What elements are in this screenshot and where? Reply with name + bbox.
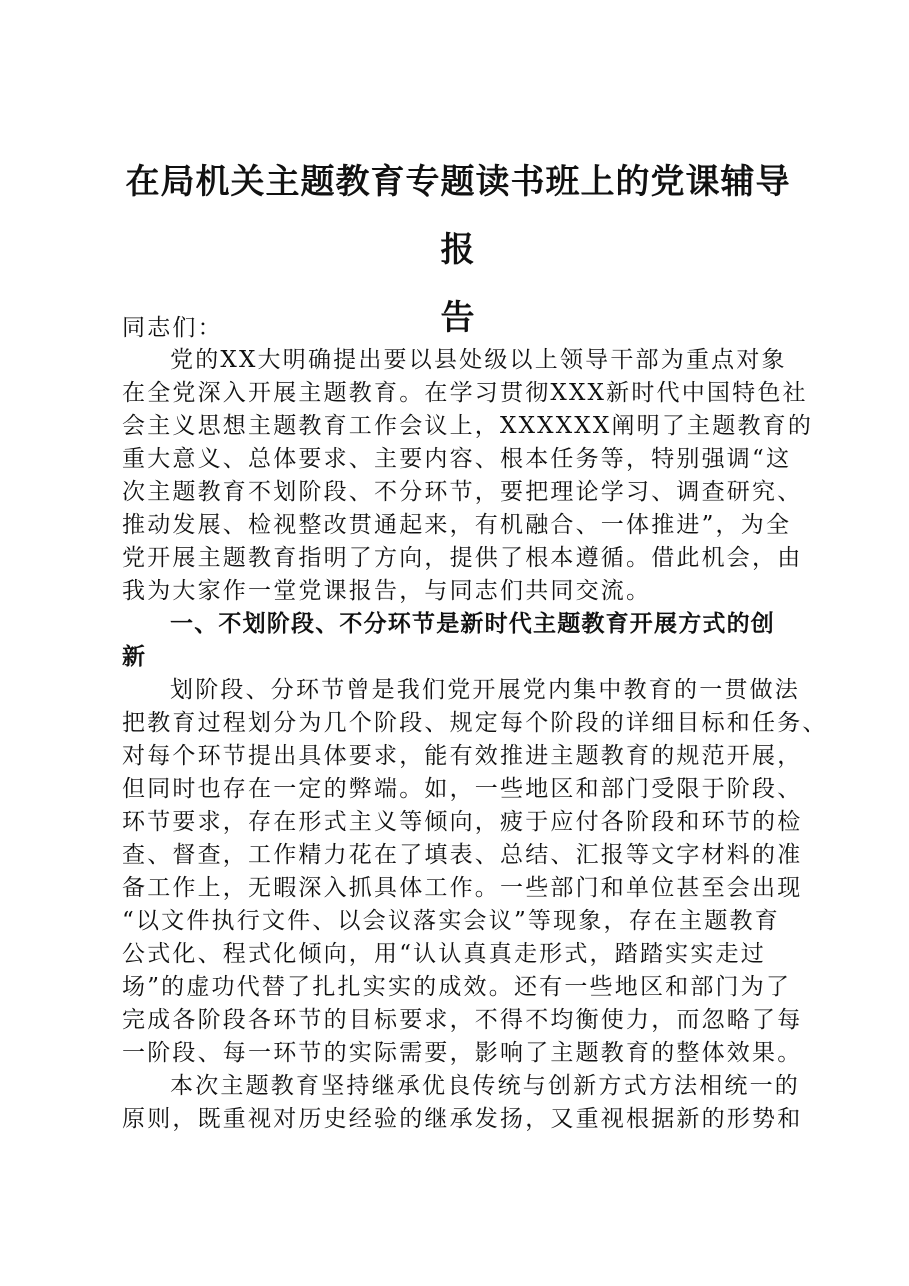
- title-line-2: 告: [440, 298, 476, 338]
- paragraph-line: 公式化、程式化倾向，用“认认真真走形式，踏踏实实走过: [122, 941, 766, 967]
- paragraph-line: 划阶段、分环节曾是我们党开展党内集中教育的一贯做法: [170, 677, 800, 703]
- paragraph-line: 我为大家作一堂党课报告，与同志们共同交流。: [122, 578, 652, 604]
- salutation: 同志们：: [122, 315, 223, 341]
- paragraph-line: 本次主题教育坚持继承优良传统与创新方式方法相统一的: [170, 1073, 800, 1099]
- paragraph-line: 查、督查，工作精力花在了填表、总结、汇报等文字材料的准: [122, 842, 803, 868]
- paragraph-line: 场”的虚功代替了扎扎实实的成效。还有一些地区和部门为了: [122, 974, 792, 1000]
- paragraph-line: 环节要求，存在形式主义等倾向，疲于应付各阶段和环节的检: [122, 809, 803, 835]
- paragraph-line: 原则，既重视对历史经验的继承发扬，又重视根据新的形势和: [122, 1106, 803, 1132]
- paragraph-line: 备工作上，无暇深入抓具体工作。一些部门和单位甚至会出现: [122, 875, 803, 901]
- paragraph-line: 推动发展、检视整改贯通起来，有机融合、一体推进”，为全: [122, 512, 792, 538]
- paragraph-line: 重大意义、总体要求、主要内容、根本任务等，特别强调“这: [122, 446, 792, 472]
- paragraph-line: 完成各阶段各环节的目标要求，不得不均衡使力，而忽略了每: [122, 1007, 803, 1033]
- section-heading-line: 新: [122, 643, 147, 670]
- paragraph-line: 把教育过程划分为几个阶段、规定每个阶段的详细目标和任务、: [122, 710, 828, 736]
- paragraph-line: 在全党深入开展主题教育。在学习贯彻XXX新时代中国特色社: [122, 380, 808, 406]
- title-line-1: 在局机关主题教育专题读书班上的党课辅导报: [125, 162, 791, 270]
- paragraph-line: 一阶段、每一环节的实际需要，影响了主题教育的整体效果。: [122, 1040, 803, 1066]
- section-heading-line: 一、不划阶段、不分环节是新时代主题教育开展方式的创: [170, 610, 775, 637]
- paragraph-line: “以文件执行文件、以会议落实会议”等现象，存在主题教育: [122, 908, 780, 934]
- paragraph-line: 会主义思想主题教育工作会议上，XXXXXX阐明了主题教育的: [122, 413, 814, 439]
- paragraph-line: 次主题教育不划阶段、不分环节，要把理论学习、调查研究、: [122, 479, 803, 505]
- paragraph-line: 对每个环节提出具体要求，能有效推进主题教育的规范开展，: [122, 743, 803, 769]
- paragraph-line: 党的XX大明确提出要以县处级以上领导干部为重点对象: [170, 347, 787, 373]
- paragraph-line: 但同时也存在一定的弊端。如，一些地区和部门受限于阶段、: [122, 776, 803, 802]
- paragraph-line: 党开展主题教育指明了方向，提供了根本遵循。借此机会，由: [122, 545, 803, 571]
